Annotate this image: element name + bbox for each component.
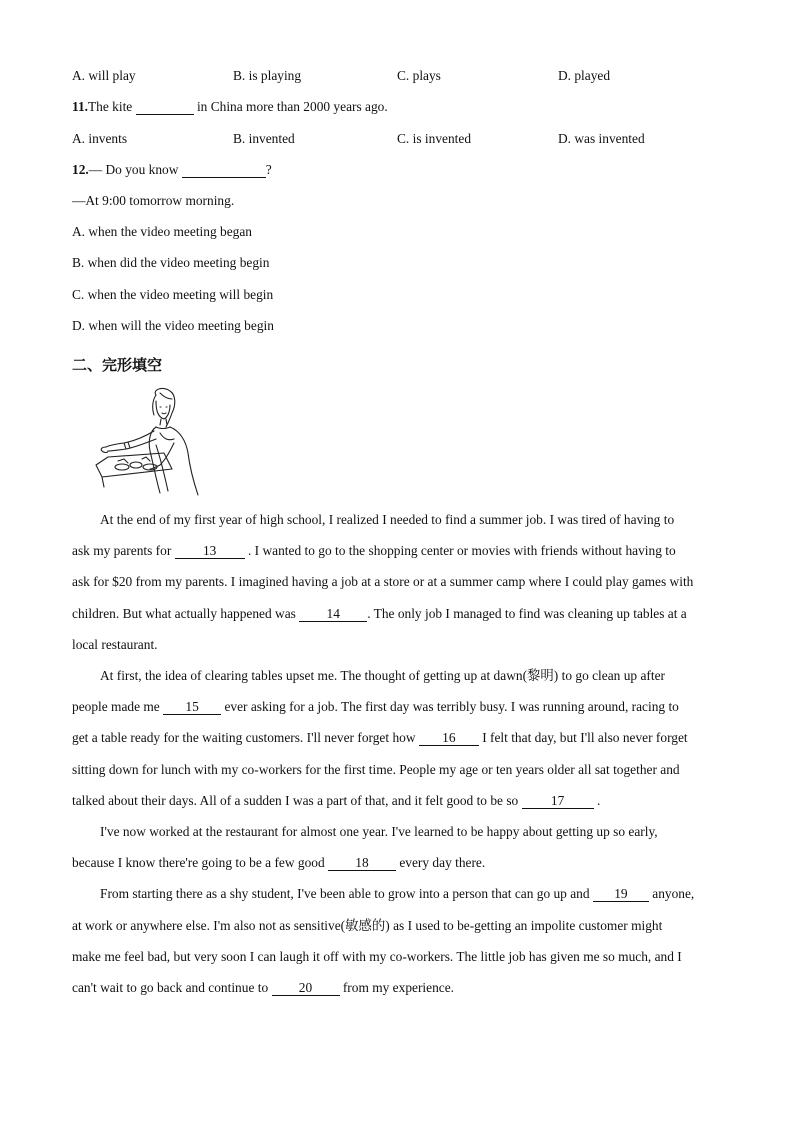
cloze-blank-19[interactable]: 19 [593,887,649,902]
cloze-blank-15[interactable]: 15 [163,700,221,715]
cloze-blank-18[interactable]: 18 [328,856,396,871]
passage-line: can't wait to go back and continue to 20 from my experience. [72,980,455,995]
q11-option-a[interactable]: A. invents [72,131,128,146]
cloze-blank-20[interactable]: 20 [272,981,340,996]
q12-number: 12. [72,162,89,177]
q10-option-d[interactable]: D. played [558,68,611,83]
passage-line: make me feel bad, but very soon I can laugh it off with my co-workers. The little job has given me so much, and I [72,949,682,964]
q12-blank[interactable] [182,163,266,178]
passage-line: From starting there as a shy student, I've been able to grow into a person that can go up and 19 anyone, [100,886,695,901]
passage-line: At the end of my first year of high school, I realized I needed to find a summer job. I was tired of having to [100,512,675,527]
passage-line: people made me 15 ever asking for a job. The first day was terribly busy. I was running around, racing to [72,699,679,714]
q12-stem: 12.— Do you know ? [72,162,272,177]
q11-number: 11. [72,99,88,114]
q11-option-c[interactable]: C. is invented [397,131,472,146]
q12-option-c[interactable]: C. when the video meeting will begin [72,287,274,302]
cloze-blank-14[interactable]: 14 [299,607,367,622]
passage-line: because I know there're going to be a few good 18 every day there. [72,855,486,870]
passage-line: local restaurant. [72,637,158,652]
q11-blank[interactable] [136,100,194,115]
passage-line: sitting down for lunch with my co-workers for the first time. People my age or ten years older all sat together and [72,762,680,777]
q12-option-a[interactable]: A. when the video meeting began [72,224,252,239]
q12-option-d[interactable]: D. when will the video meeting begin [72,318,274,333]
passage-line: talked about their days. All of a sudden I was a part of that, and it felt good to be so 17 . [72,793,601,808]
q11-option-d[interactable]: D. was invented [558,131,645,146]
passage-line: at work or anywhere else. I'm also not as sensitive(敏感的) as I used to be-getting an impolite customer might [72,918,663,933]
q12-answer-line: —At 9:00 tomorrow morning. [72,193,235,208]
section-title-cloze: 二、完形填空 [72,356,163,374]
passage-line: children. But what actually happened was 14 . The only job I managed to find was cleaning up tables at a [72,606,687,621]
illustration-woman-cleaning-table [94,387,214,497]
cloze-blank-16[interactable]: 16 [419,731,479,746]
passage-line: ask for $20 from my parents. I imagined having a job at a store or at a summer camp where I could play games with [72,574,694,589]
passage-line: ask my parents for 13 . I wanted to go to the shopping center or movies with friends without having to [72,543,676,558]
passage-line: get a table ready for the waiting customers. I'll never forget how 16 I felt that day, but I'll also never forget [72,730,688,745]
cloze-blank-17[interactable]: 17 [522,794,594,809]
q10-option-a[interactable]: A. will play [72,68,136,83]
q10-option-c[interactable]: C. plays [397,68,441,83]
q11-option-b[interactable]: B. invented [233,131,295,146]
passage-line: I've now worked at the restaurant for almost one year. I've learned to be happy about getting up so early, [100,824,658,839]
passage-line: At first, the idea of clearing tables upset me. The thought of getting up at dawn(黎明) to go clean up after [100,668,665,683]
q11-stem: 11.The kite in China more than 2000 years ago. [72,99,388,114]
q12-option-b[interactable]: B. when did the video meeting begin [72,255,270,270]
q10-option-b[interactable]: B. is playing [233,68,302,83]
cloze-blank-13[interactable]: 13 [175,544,245,559]
